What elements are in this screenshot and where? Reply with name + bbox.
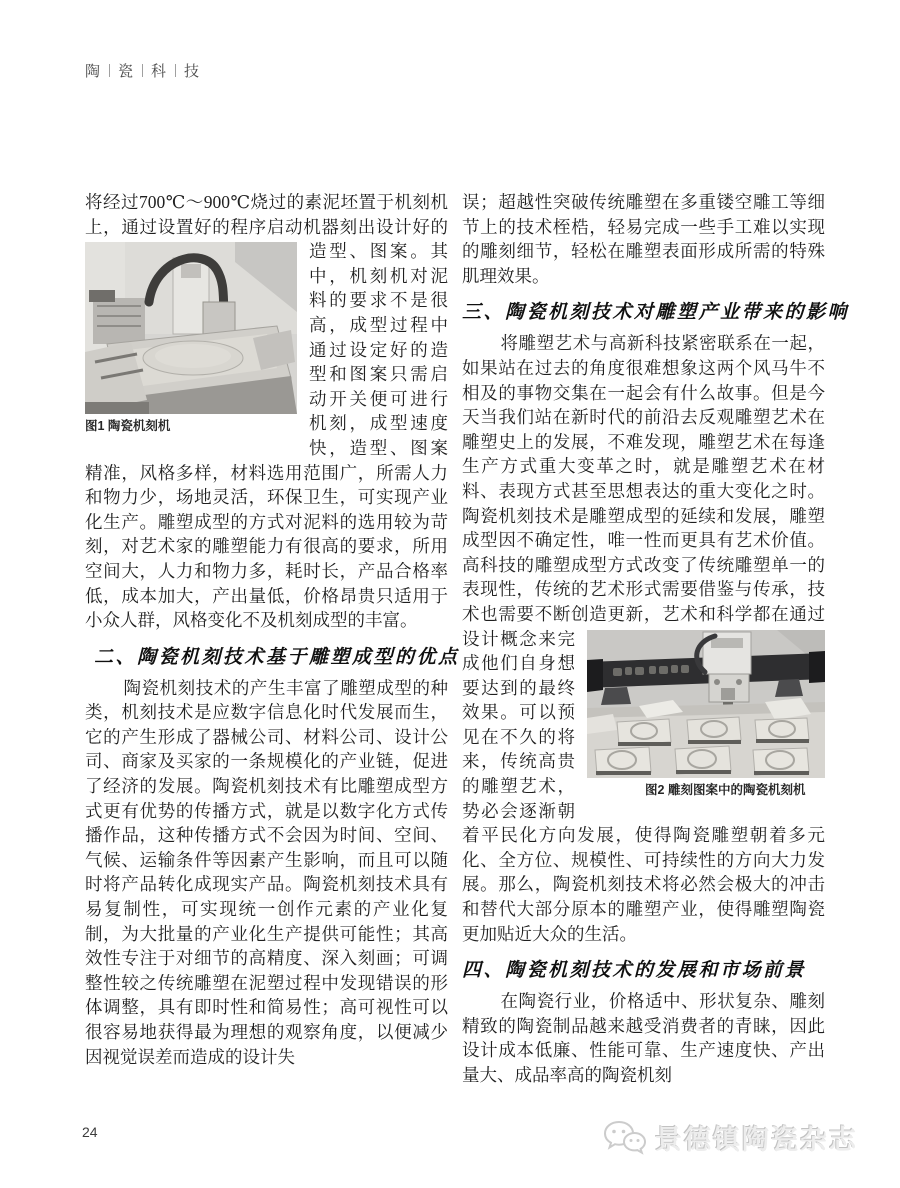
paragraph-continuation: 误；超越性突破传统雕塑在多重镂空雕工等细节上的技术桎梏，轻易完成一些手工难以实现的雕刻细节，轻松在雕塑表面形成所需的特殊肌理效果。 <box>462 192 825 286</box>
divider <box>142 64 143 77</box>
masthead-char: 陶 <box>85 63 102 80</box>
figure-1 <box>85 242 297 435</box>
figure-2 <box>587 630 825 799</box>
section-heading-2: 二、陶瓷机刻技术基于雕塑成型的优点 <box>94 646 460 668</box>
section-heading-3: 三、陶瓷机刻技术对雕塑产业带来的影响 <box>462 302 850 324</box>
divider <box>109 64 110 77</box>
paragraph <box>462 331 825 946</box>
divider <box>175 64 176 77</box>
magazine-watermark <box>603 1118 858 1157</box>
paragraph: 在陶瓷行业，价格适中、形状复杂、雕刻精致的陶瓷制品越来越受消费者的青睐，因此设计成本低廉、性能可靠、生产速度快、产出量大、成品率高的陶瓷机刻 <box>462 991 825 1085</box>
left-column <box>85 190 460 1069</box>
masthead-char: 科 <box>151 63 168 80</box>
page-number: 24 <box>82 1124 98 1140</box>
paragraph-text: 将经过700℃～900℃烧过的素泥坯置于机刻机上，通过设置好的程序启动机器刻出设计好的造型、图案。其 <box>85 192 448 262</box>
paragraph-text: 将雕塑艺术与高新科技紧密联系在一起，如果站在过去的角度很难想象这两个风马牛不相及的事物交集在一起会有什么故事。但是今天当我们站在新时代的前沿去反观雕塑艺术在雕塑史上的发展，不难发现，雕塑艺术在每逢生产方式重大变革之时，就是雕塑艺术在材料、表现方式甚至思想表达的重大变化之时。陶瓷机刻技术是雕塑成型的延续和发展，雕塑成型因不确定性，唯一性而更具有艺术价值。高科技的雕塑成型方式改变了传统雕塑单一的表现性，传统的艺术形式需要借鉴与传承，技术也需要不断创造更新，艺术和科学都在通过 <box>462 333 825 624</box>
paragraph-text: 中，机刻机对泥料的要求不是很高，成型过程中通过设定好的造型和图案只需启动开关便可进行机刻，成型速度快，造型、图案精准，风格多样，材料选用范围广，所需人力和物力少，场地灵活，环保卫生，可实现产业化生产。雕塑成型的方式对泥料的选用较为苛刻，对艺术家的雕塑能力有很高的要求，所用空间大，人力和物力多，耗时长，产品合格率低，成本加大，产出量低，价格昂贵只适用于小众人群，风格变化不及机刻成型的丰富。 <box>85 265 448 631</box>
section-heading-4: 四、陶瓷机刻技术的发展和市场前景 <box>462 960 807 982</box>
masthead-char: 瓷 <box>118 63 135 80</box>
paragraph-text: 设计概念来完成他们自身想要达到的最终效果。可以预见在不久的将来，传统高贵的雕塑艺术，势必会逐渐朝着平民化方向发展，使得陶瓷雕塑朝着多元化、全方位、规模性、可持续性的方向大力发展。那么，陶瓷机刻技术将必然会极大的冲击和替代大部分原本的雕塑产业，使得雕塑陶瓷更加贴近大众的生活。 <box>462 628 825 944</box>
figure1-caption: 图1 陶瓷机刻机 <box>85 419 171 434</box>
wechat-icon <box>603 1119 647 1157</box>
masthead <box>85 60 200 81</box>
magazine-name: 景德镇陶瓷杂志 <box>655 1125 858 1155</box>
figure1-photo <box>85 242 297 414</box>
right-column <box>462 190 850 1088</box>
paragraph-continuation <box>85 190 448 633</box>
figure2-photo <box>587 630 825 778</box>
masthead-char: 技 <box>184 63 201 80</box>
figure2-caption: 图2 雕刻图案中的陶瓷机刻机 <box>645 782 806 797</box>
paragraph: 陶瓷机刻技术的产生丰富了雕塑成型的种类，机刻技术是应数字信息化时代发展而生，它的产生形成了器械公司、材料公司、设计公司、商家及买家的一条规模化的产业链，促进了经济的发展。陶瓷机刻技术有比雕塑成型方式更有优势的传播方式，就是以数字化方式传播作品，这种传播方式不会因为时间、空间、气候、运输条件等因素产生影响，而且可以随时将产品转化成现实产品。陶瓷机刻技术具有易复制性，可实现统一创作元素的产业化复制，为大批量的产业化生产提供可能性；其高效性专注于对细节的高精度、深入刻画；可调整性较之传统雕塑在泥塑过程中发现错误的形体调整，具有即时性和简易性；高可视性可以很容易地获得最为理想的观察角度，以便减少因视觉误差而造成的设计失 <box>85 677 448 1067</box>
